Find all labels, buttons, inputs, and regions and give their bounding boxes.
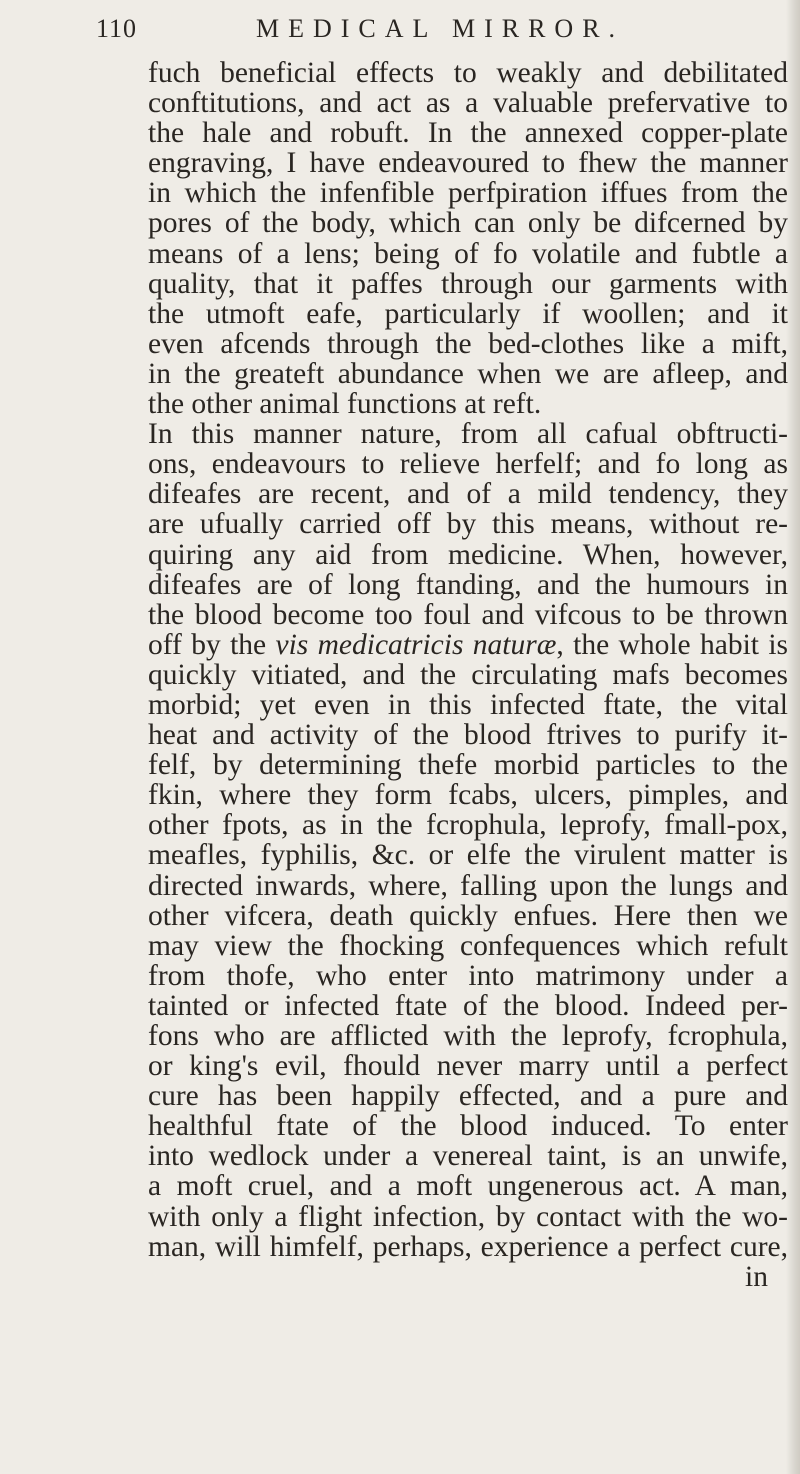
text-line: into wedlock under a venereal taint, is an unwife, [148, 1140, 788, 1173]
text-line: in the greateft abundance when we are afleep, and [148, 357, 788, 390]
body-text [148, 58, 788, 1292]
text-line-with-italic: off by the vis medicatricis naturæ, the whole habit is [148, 628, 789, 661]
text-line: felf, by determining thefe morbid particles to the [148, 749, 788, 782]
catchword: in [745, 1260, 768, 1293]
text-line: fuch beneficial effects to weakly and debilitated [148, 57, 788, 89]
text-line: tainted or infected ftate of the blood. Indeed per- [148, 989, 788, 1022]
text-line: even afcends through the bed-clothes like a mift, [148, 327, 788, 360]
text-line: conftitutions, and act as a valuable prefervative to [148, 87, 788, 120]
text-line: in which the infenfible perfpiration iffues from the [148, 177, 788, 210]
text-line: the blood become too foul and vifcous to be thrown [148, 598, 788, 631]
text-line: are ufually carried off by this means, without re- [148, 508, 788, 541]
paragraph-start-line: In this manner nature, from all cafual obftructi- [148, 418, 788, 451]
page-number: 110 [96, 14, 138, 43]
running-head: MEDICAL MIRROR. [256, 14, 625, 43]
text-line: a moft cruel, and a moft ungenerous act. A man, [148, 1170, 788, 1203]
text-line: morbid; yet even in this infected ftate, the vital [148, 688, 788, 721]
page-header [96, 14, 776, 54]
text-line: meafles, fyphilis, &c. or elfe the virulent matter is [148, 839, 788, 872]
text-line: healthful ftate of the blood induced. To enter [148, 1110, 788, 1143]
text-line: pores of the body, which can only be difcerned by [148, 207, 788, 240]
text-line: other fpots, as in the fcrophula, leprofy, fmall-pox, [148, 809, 788, 842]
text-line: cure has been happily effected, and a pure and [148, 1080, 788, 1113]
text-line: fkin, where they form fcabs, ulcers, pimples, and [148, 779, 788, 812]
text-line: quiring any aid from medicine. When, however, [148, 538, 788, 571]
latin-phrase: vis medicatricis naturæ [275, 628, 557, 661]
text-line: with only a flight infection, by contact with the wo- [148, 1200, 788, 1233]
text-line: engraving, I have endeavoured to fhew the manner [148, 147, 788, 180]
text-line: difeafes are recent, and of a mild tendency, they [148, 478, 788, 511]
text-line: from thofe, who enter into matrimony under a [148, 959, 788, 992]
text-line: heat and activity of the blood ftrives to purify it- [148, 719, 788, 752]
text-line: other vifcera, death quickly enfues. Here then we [148, 899, 788, 932]
text-line: difeafes are of long ftanding, and the humours in [148, 568, 788, 601]
text-line: quality, that it paffes through our garments with [148, 267, 788, 300]
text-line: means of a lens; being of fo volatile and fubtle a [148, 237, 788, 270]
text-line: quickly vitiated, and the circulating mafs becomes [148, 658, 788, 691]
text-line: directed inwards, where, falling upon the lungs and [148, 869, 788, 902]
text-line: man, will himfelf, perhaps, experience a perfect cure, [148, 1230, 788, 1263]
text-line: the utmoft eafe, particularly if woollen; and it [148, 297, 788, 330]
text-line: may view the fhocking confequences which refult [148, 929, 788, 962]
text-line: fons who are afflicted with the leprofy, fcrophula, [148, 1020, 788, 1052]
text-line: the hale and robuft. In the annexed copper-plate [148, 117, 788, 150]
page-edge-shadow [786, 0, 800, 1474]
text-line: or king's evil, fhould never marry until a perfect [148, 1050, 788, 1083]
text-line: ons, endeavours to relieve herfelf; and fo long as [148, 448, 788, 481]
paragraph-end-line: the other animal functions at reft. [148, 388, 542, 421]
